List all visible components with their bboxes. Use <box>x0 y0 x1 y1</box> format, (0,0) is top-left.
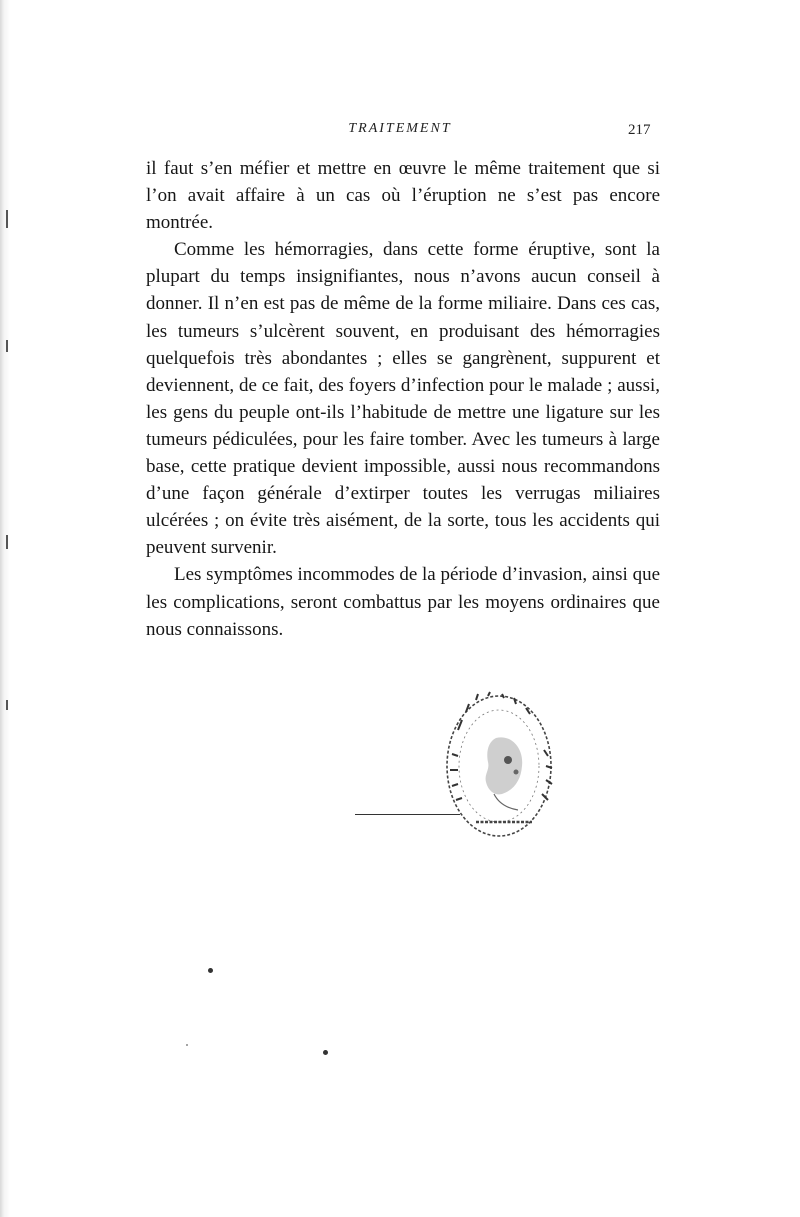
library-stamp-icon <box>436 690 562 850</box>
scan-mark <box>6 535 8 549</box>
scan-mark <box>6 340 8 352</box>
ink-speck <box>186 1044 188 1046</box>
scan-mark <box>6 700 8 710</box>
paragraph: il faut s’en méfier et mettre en œuvre le même traitement que si l’on avait affaire à un cas où l’éruption ne s’est pas encore montrée. <box>146 158 660 234</box>
scan-mark <box>6 210 8 228</box>
body-text <box>146 155 660 643</box>
page-number: 217 <box>628 122 651 138</box>
paragraph: Les symptômes incommodes de la période d’invasion, ainsi que les complications, seront combattus par les moyens ordinaires que nous connaissons. <box>146 564 660 640</box>
running-title: TRAITEMENT <box>348 121 452 136</box>
ink-speck <box>323 1050 328 1055</box>
ink-speck <box>208 968 213 973</box>
paragraph: Comme les hémorragies, dans cette forme éruptive, sont la plupart du temps insignifiantes, nous n’avons aucun conseil à donner. Il n’en est pas de même de la forme miliaire. Dans ces cas, les tumeurs s’ulcèrent souvent, en produisant des hémorragies quelquefois très abondantes ; elles se gangrènent, suppurent et deviennent, de ce fait, des foyers d’infection pour le malade ; aussi, les gens du peuple ont-ils l’habitude de mettre une ligature sur les tumeurs pédiculées, pour les faire tomber. Avec les tumeurs à large base, cette pratique devient impossible, aussi nous recommandons d’une façon générale d’extirper toutes les verrugas miliaires ulcérées ; on évite très aisément, de la sorte, tous les accidents qui peuvent survenir. <box>146 239 660 559</box>
scan-edge <box>0 0 10 1217</box>
